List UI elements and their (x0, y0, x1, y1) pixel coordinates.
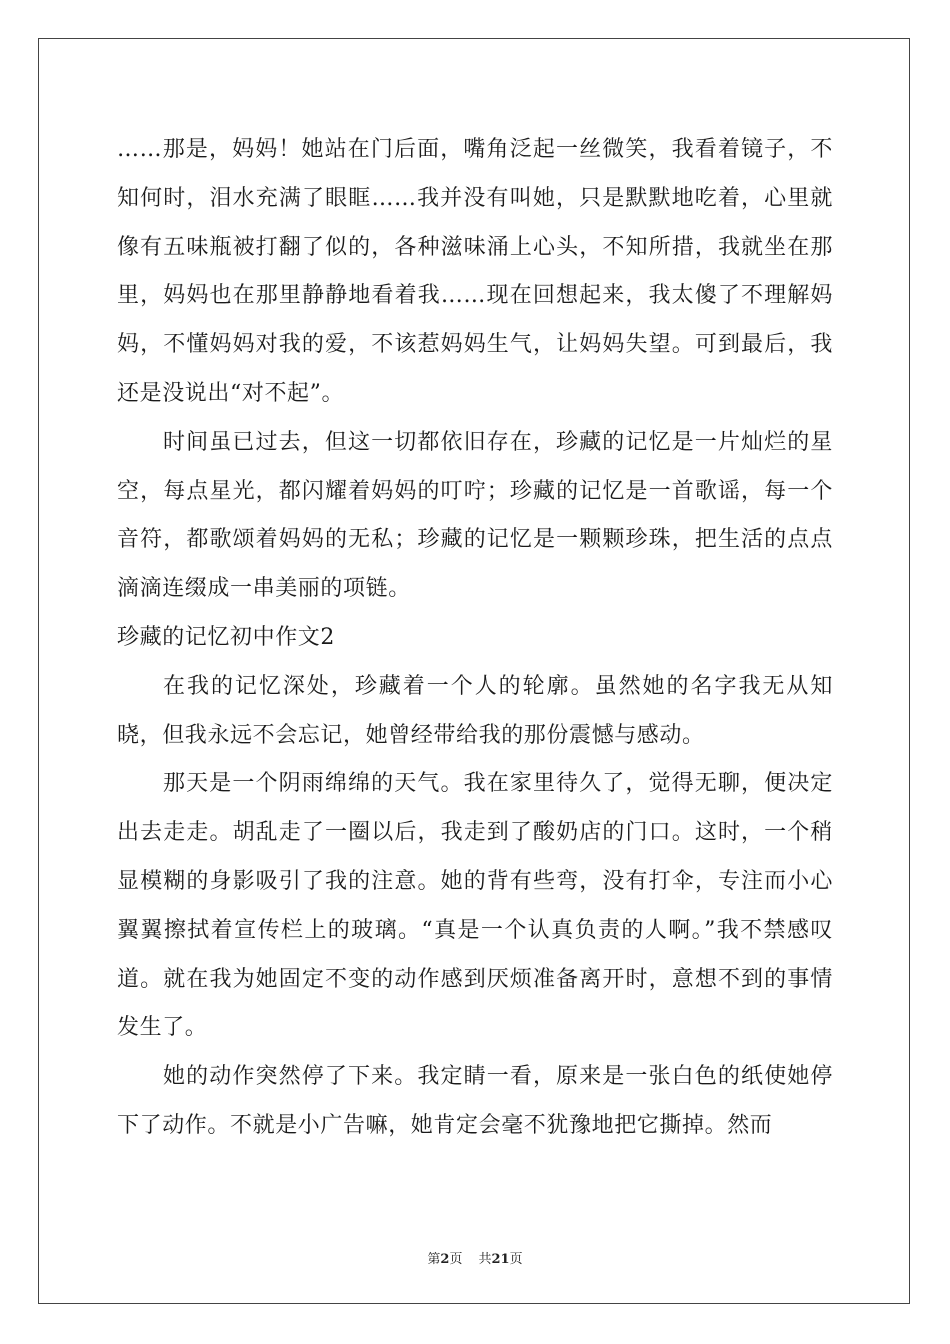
document-body (117, 126, 833, 1151)
page-number: 2 (440, 1252, 450, 1267)
total-prefix: 共 (478, 1252, 492, 1267)
paragraph-5: 她的动作突然停了下来。我定睛一看，原来是一张白色的纸使她停下了动作。不就是小广告嘛，她肯定会毫不犹豫地把它撕掉。然而 (117, 1064, 833, 1138)
page-prefix: 第 (427, 1252, 441, 1267)
paragraph-2: 时间虽已过去，但这一切都依旧存在，珍藏的记忆是一片灿烂的星空，每点星光，都闪耀着妈妈的叮咛；珍藏的记忆是一首歌谣，每一个音符，都歌颂着妈妈的无私；珍藏的记忆是一颗颗珍珠，把生活的点点滴滴连缀成一串美丽的项链。 (117, 429, 833, 602)
paragraph-4: 那天是一个阴雨绵绵的天气。我在家里待久了，觉得无聊，便决定出去走走。胡乱走了一圈以后，我走到了酸奶店的门口。这时，一个稍显模糊的身影吸引了我的注意。她的背有些弯，没有打伞，专注而小心翼翼擦拭着宣传栏上的玻璃。“真是一个认真负责的人啊。”我不禁感叹道。就在我为她固定不变的动作感到厌烦准备离开时，意想不到的事情发生了。 (117, 771, 833, 1041)
section-heading: 珍藏的记忆初中作文2 (117, 624, 335, 650)
total-suffix: 页 (509, 1252, 523, 1267)
total-pages: 21 (491, 1252, 510, 1267)
paragraph-1: ……那是，妈妈！她站在门后面，嘴角泛起一丝微笑，我看着镜子，不知何时，泪水充满了眼眶……我并没有叫她，只是默默地吃着，心里就像有五味瓶被打翻了似的，各种滋味涌上心头，不知所措，我就坐在那里，妈妈也在那里静静地看着我……现在回想起来，我太傻了不理解妈妈，不懂妈妈对我的爱，不该惹妈妈生气，让妈妈失望。可到最后，我还是没说出“对不起”。 (117, 137, 833, 406)
paragraph-3: 在我的记忆深处，珍藏着一个人的轮廓。虽然她的名字我无从知晓，但我永远不会忘记，她曾经带给我的那份震憾与感动。 (117, 673, 833, 748)
page-suffix: 页 (449, 1252, 463, 1267)
page-footer (0, 1248, 950, 1267)
